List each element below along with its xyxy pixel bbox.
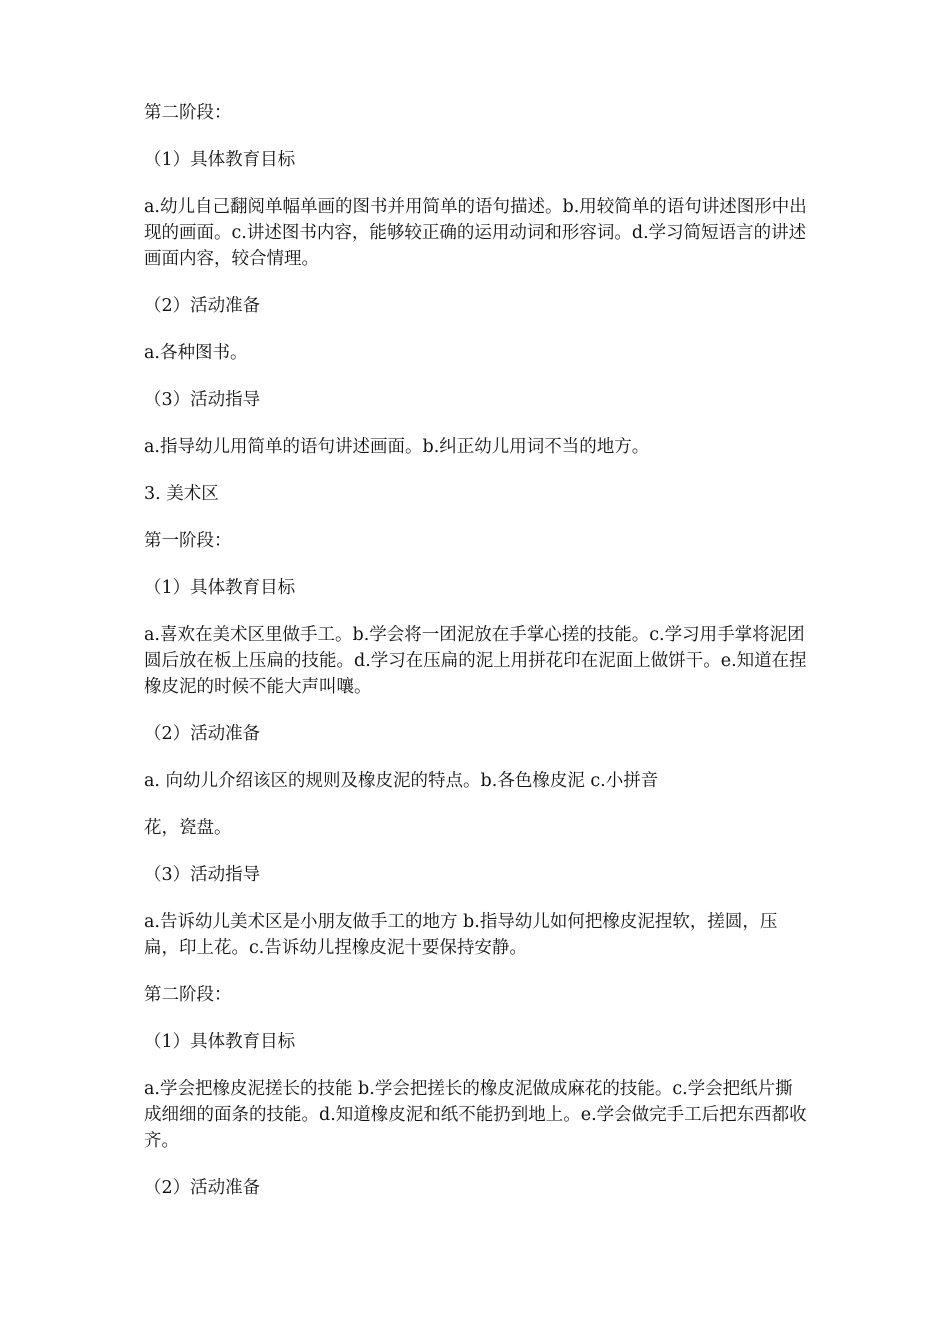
paragraph-goals: a.幼儿自己翻阅单幅单画的图书并用简单的语句描述。b.用较简单的语句讲述图形中出现的画面。c.讲述图书内容，能够较正确的运用动词和形容词。d.学习简短语言的讲述画面内容，较合情理。: [144, 197, 807, 269]
paragraph-preparation: a.各种图书。: [144, 343, 248, 363]
paragraph-preparation: a. 向幼儿介绍该区的规则及橡皮泥的特点。b.各色橡皮泥 c.小拼音: [144, 771, 659, 791]
stage-heading: 第二阶段：: [144, 103, 232, 123]
section-heading-goals: （1）具体教育目标: [144, 578, 296, 598]
section-heading-preparation: （2）活动准备: [144, 296, 261, 316]
section-heading-preparation: （2）活动准备: [144, 1178, 261, 1198]
paragraph-preparation-continued: 花，瓷盘。: [144, 818, 232, 838]
section-heading-guidance: （3）活动指导: [144, 390, 261, 410]
document-body: [144, 100, 810, 1222]
stage-heading: 第一阶段：: [144, 531, 232, 551]
section-heading-goals: （1）具体教育目标: [144, 150, 296, 170]
stage-heading: 第二阶段：: [144, 985, 232, 1005]
paragraph-goals: a.学会把橡皮泥搓长的技能 b.学会把搓长的橡皮泥做成麻花的技能。c.学会把纸片撕成细细的面条的技能。d.知道橡皮泥和纸不能扔到地上。e.学会做完手工后把东西都收齐。: [144, 1079, 807, 1151]
section-heading-guidance: （3）活动指导: [144, 865, 261, 885]
paragraph-guidance: a.指导幼儿用简单的语句讲述画面。b.纠正幼儿用词不当的地方。: [144, 437, 650, 457]
paragraph-goals: a.喜欢在美术区里做手工。b.学会将一团泥放在手掌心搓的技能。c.学习用手掌将泥团圆后放在板上压扁的技能。d.学习在压扁的泥上用拼花印在泥面上做饼干。e.知道在捏橡皮泥的时候不能大声叫嚷。: [144, 625, 807, 697]
section-heading-preparation: （2）活动准备: [144, 724, 261, 744]
section-heading-goals: （1）具体教育目标: [144, 1032, 296, 1052]
area-heading-art: 3. 美术区: [144, 484, 219, 504]
paragraph-guidance: a.告诉幼儿美术区是小朋友做手工的地方 b.指导幼儿如何把橡皮泥捏软，搓圆，压扁，印上花。c.告诉幼儿捏橡皮泥十要保持安静。: [144, 912, 778, 958]
